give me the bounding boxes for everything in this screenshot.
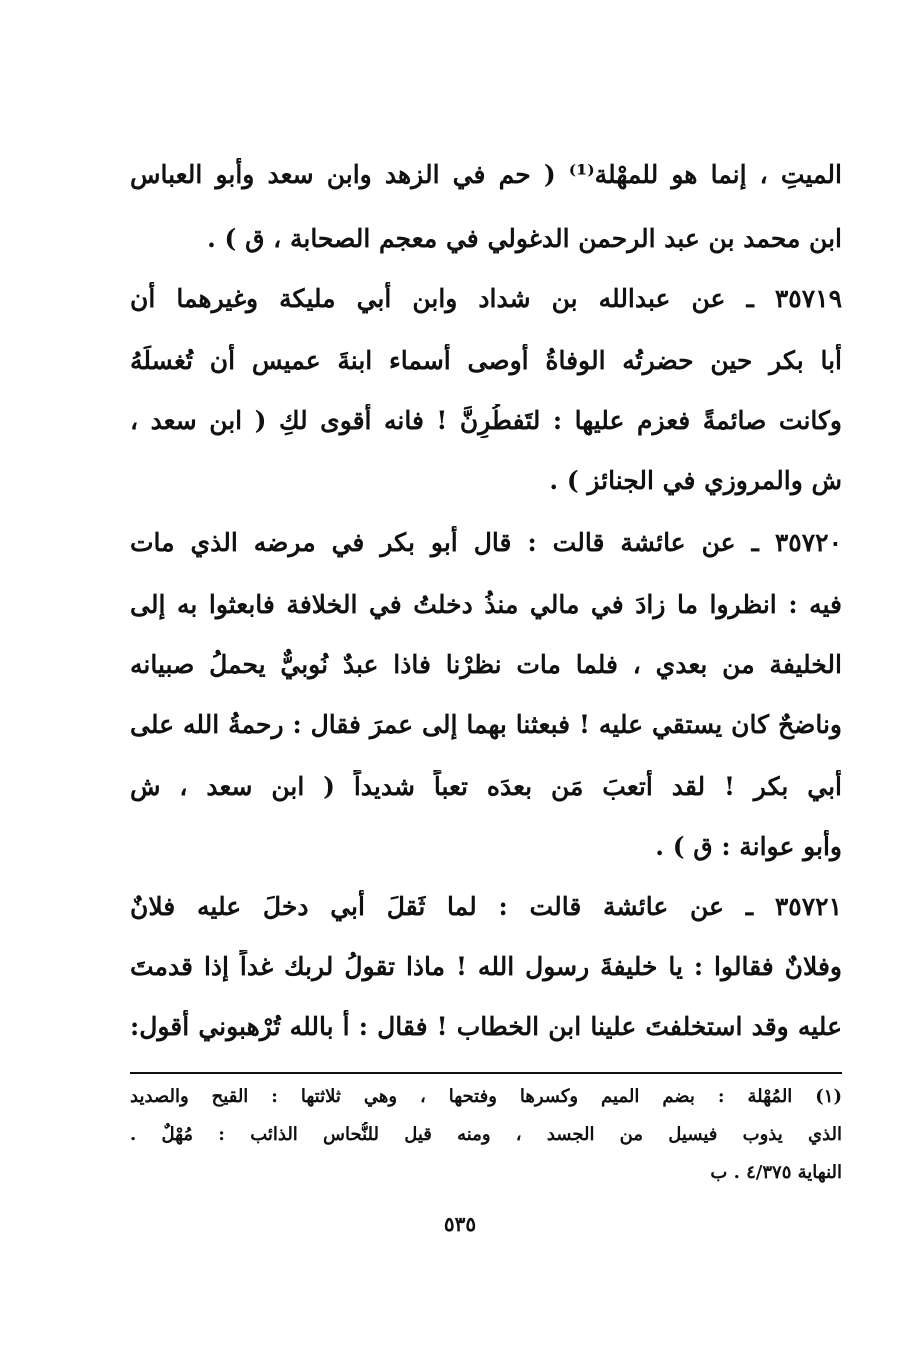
- body-line-11: أبي بكر ! لقد أتعبَ مَن بعدَه تعباً شديداً ( ابن سعد ، ش: [130, 772, 842, 801]
- body-line-14: وفلانٌ فقالوا : يا خليفةَ رسول الله ! ماذا تقولُ لربك غداً إذا قدمتَ: [130, 952, 842, 981]
- body-line-5: وكانت صائمةً فعزم عليها : لتَفطُرِنَّ ! فانه أقوى لكِ ( ابن سعد ،: [130, 406, 842, 435]
- body-line-7: ٣٥٧٢٠ ـ عن عائشة قالت : قال أبو بكر في مرضه الذي مات: [130, 528, 842, 557]
- page-number: ٥٣٥: [443, 1212, 477, 1236]
- body-line-6: ش والمروزي في الجنائز ) .: [549, 466, 842, 495]
- body-line-13: ٣٥٧٢١ ـ عن عائشة قالت : لما ثَقلَ أبي دخلَ عليه فلانٌ: [130, 892, 842, 921]
- body-line-1: الميتِ ، إنما هو للمهْلة⁽¹⁾ ( حم في الزهد وابن سعد وأبو العباس: [130, 160, 842, 189]
- footnote-line-3: النهاية ٤/٣٧٥ . ب: [710, 1162, 842, 1183]
- body-line-12: وأبو عوانة : ق ) .: [655, 832, 842, 861]
- body-line-15: عليه وقد استخلفتَ علينا ابن الخطاب ! فقال : أ بالله تُرْهبوني أقول:: [130, 1012, 842, 1041]
- footnote-line-1: (١) المُهْلة : بضم الميم وكسرها وفتحها ، وهي ثلاثتها : القيح والصديد: [130, 1086, 842, 1107]
- body-line-10: وناضحٌ كان يستقي عليه ! فبعثنا بهما إلى عمرَ فقال : رحمةُ الله على: [130, 710, 842, 739]
- body-line-4: أبا بكر حين حضرتُه الوفاةُ أوصى أسماء ابنةَ عميس أن تُغسلَهُ: [130, 346, 842, 375]
- footnote-separator: [130, 1072, 842, 1074]
- body-line-8: فيه : انظروا ما زادَ في مالي منذُ دخلتُ في الخلافة فابعثوا به إلى: [130, 590, 842, 619]
- footnote-line-2: الذي يذوب فيسيل من الجسد ، ومنه قيل للنُّحاس الذائب : مُهْلٌ .: [130, 1124, 842, 1145]
- body-line-9: الخليفة من بعدي ، فلما مات نظرْنا فاذا عبدٌ نُوبيٌّ يحملُ صبيانه: [130, 650, 842, 679]
- body-line-3: ٣٥٧١٩ ـ عن عبدالله بن شداد وابن أبي مليكة وغيرهما أن: [130, 284, 842, 313]
- body-line-2: ابن محمد بن عبد الرحمن الدغولي في معجم الصحابة ، ق ) .: [207, 224, 842, 253]
